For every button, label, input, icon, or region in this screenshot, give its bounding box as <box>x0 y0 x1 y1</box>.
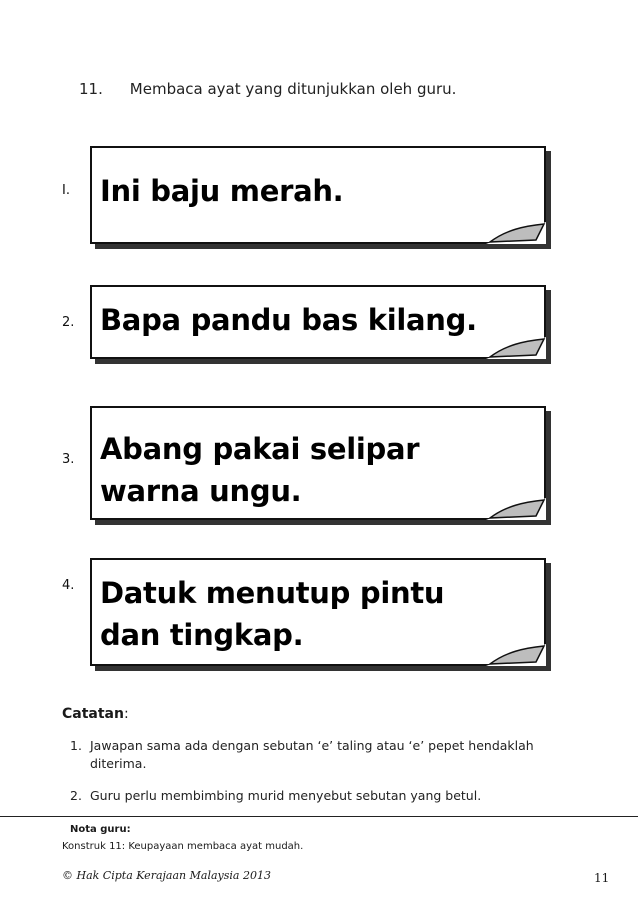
list-item <box>70 787 590 805</box>
note-text: Guru perlu membimbing murid menyebut sebutan yang betul. <box>90 788 482 803</box>
question-text: Membaca ayat yang ditunjukkan oleh guru. <box>129 80 457 98</box>
nota-guru-title: Nota guru: <box>70 824 131 835</box>
sentence-text: Abang pakai selipar warna ungu. <box>100 432 420 508</box>
page-curl-icon <box>486 222 546 244</box>
question-number: 11. <box>79 80 103 98</box>
item-number: 2. <box>62 315 75 330</box>
nota-guru-text: Konstruk 11: Keupayaan membaca ayat mudah. <box>62 841 304 852</box>
sentence-text: Datuk menutup pintu dan tingkap. <box>100 576 445 652</box>
catatan-colon: : <box>123 706 129 722</box>
copyright-text: © Hak Cipta Kerajaan Malaysia 2013 <box>62 869 271 882</box>
sentence-card <box>90 285 546 359</box>
item-number: 4. <box>62 578 75 593</box>
item-number: 3. <box>62 452 75 467</box>
page-curl-icon <box>486 498 546 520</box>
catatan-heading <box>62 706 129 722</box>
catatan-notes <box>70 737 590 819</box>
catatan-label: Catatan <box>62 706 124 722</box>
item-number: I. <box>62 183 70 198</box>
sentence-card <box>90 146 546 244</box>
sentence-card <box>90 558 546 666</box>
page-curl-icon <box>486 337 546 359</box>
sentence-text: Bapa pandu bas kilang. <box>100 303 477 337</box>
page-number: 11 <box>594 871 610 885</box>
footer-divider <box>0 816 638 817</box>
sentence-text: Ini baju merah. <box>100 174 344 208</box>
page-curl-icon <box>486 644 546 666</box>
note-number: 2. <box>70 788 82 803</box>
question-heading <box>79 80 456 98</box>
note-number: 1. <box>70 738 82 753</box>
list-item <box>70 737 590 773</box>
sentence-card <box>90 406 546 520</box>
note-text: Jawapan sama ada dengan sebutan ‘e’ taling atau ‘e’ pepet hendaklah diterima. <box>90 738 534 771</box>
